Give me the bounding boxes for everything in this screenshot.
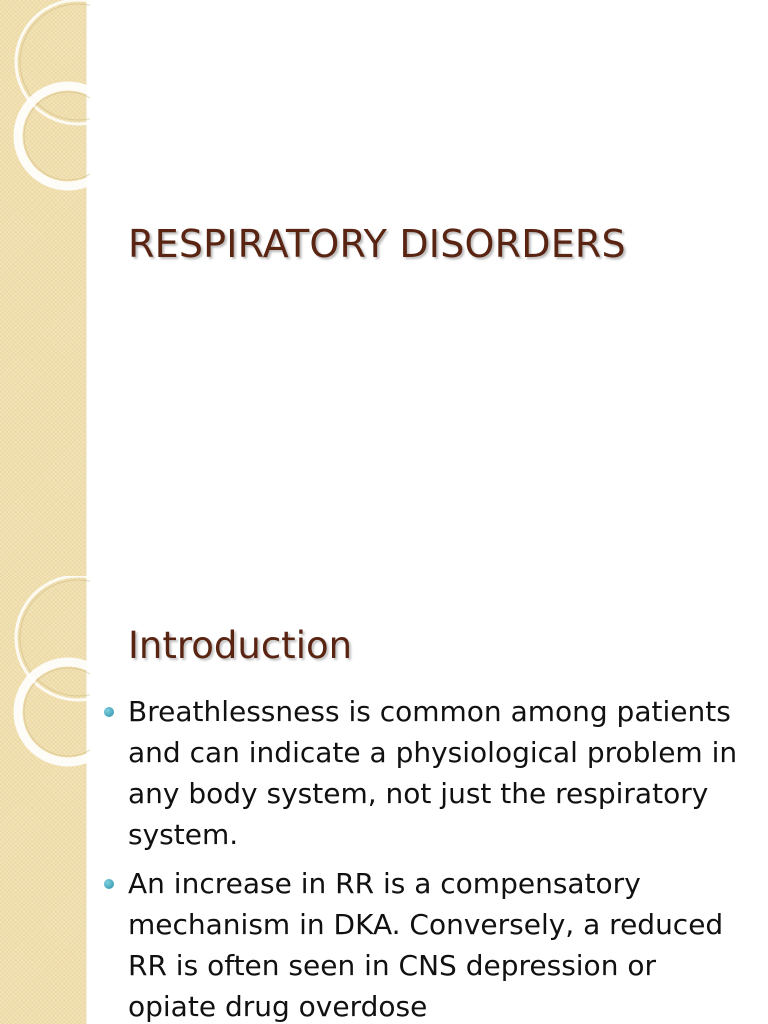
bullet-text: Breathlessness is common among patients and can indicate a physiological problem in any body system, not just the respiratory system. [128, 695, 738, 851]
bullet-dot-icon [104, 707, 114, 717]
slide-heading: Introduction [128, 624, 353, 667]
bullet-list [102, 691, 742, 1024]
side-band-edge [84, 0, 87, 576]
bullet-item [102, 691, 742, 855]
side-band-edge [84, 576, 87, 1024]
slide-title: RESPIRATORY DISORDERS [128, 222, 626, 266]
bullet-dot-icon [104, 879, 114, 889]
bullet-item [102, 863, 742, 1024]
introduction-slide [0, 576, 768, 1024]
decorative-side-band [0, 576, 84, 1024]
bullet-text: An increase in RR is a compensatory mechanism in DKA. Conversely, a reduced RR is often seen in CNS depression or opiate drug overdose [128, 867, 724, 1023]
decorative-side-band [0, 0, 84, 576]
